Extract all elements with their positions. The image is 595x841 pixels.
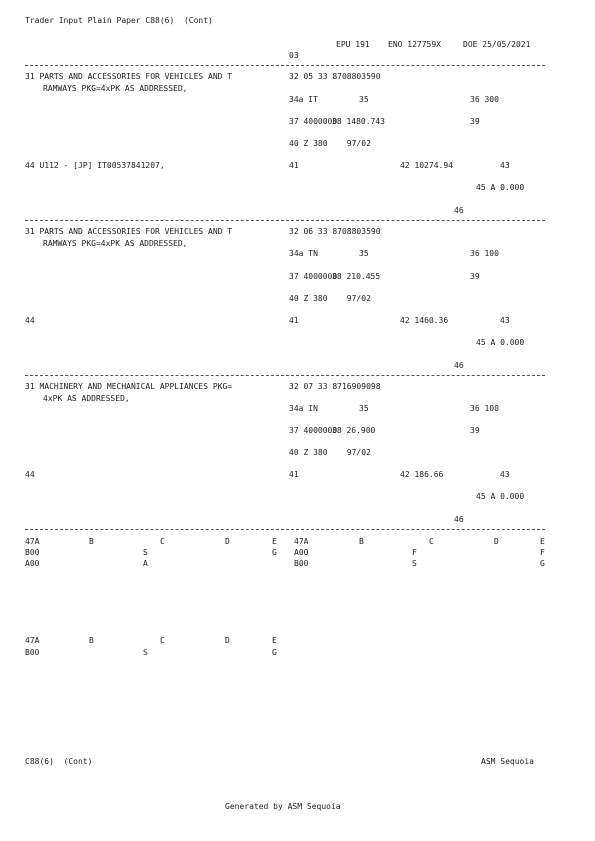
additional-info: 44 — [25, 470, 35, 479]
commodity-code: 32 05 33 8708803590 — [289, 72, 381, 81]
epu-number: EPU 191 — [336, 40, 370, 49]
col-b: B — [89, 636, 94, 645]
footer-form-label: C88(6) (Cont) — [25, 757, 93, 766]
eno-number: ENO 127759X — [388, 40, 441, 49]
net-mass: 38 210.455 — [332, 272, 381, 281]
procedure-code: 37 4000000 — [289, 426, 338, 435]
box-35: 35 — [359, 249, 369, 258]
origin-country: 34a IT — [289, 95, 318, 104]
col-b: B — [89, 537, 94, 546]
col-e: E — [272, 636, 277, 645]
box-41: 41 — [289, 470, 299, 479]
tax-method: F — [540, 548, 545, 557]
tax-method: G — [540, 559, 545, 568]
col-d: D — [494, 537, 499, 546]
item-value: 42 186.66 — [400, 470, 444, 479]
col-b: B — [359, 537, 364, 546]
additional-info: 44 — [25, 316, 35, 325]
tax-type: A00 — [294, 548, 309, 557]
box-46: 46 — [454, 515, 464, 524]
tax-flag: S — [143, 548, 148, 557]
col-e: E — [540, 537, 545, 546]
previous-document: 40 Z 380 97/02 — [289, 448, 371, 457]
box-45: 45 A 0.000 — [476, 492, 525, 501]
commodity-code: 32 07 33 8716909098 — [289, 382, 381, 391]
previous-document: 40 Z 380 97/02 — [289, 139, 371, 148]
additional-info: 44 U112 - [JP] IT00537841207, — [25, 161, 165, 170]
net-mass: 38 26.900 — [332, 426, 376, 435]
goods-description-cont: 4xPK AS ADDRESSED, — [43, 394, 130, 403]
box-46: 46 — [454, 361, 464, 370]
divider — [25, 529, 545, 530]
doe-date: DOE 25/05/2021 — [463, 40, 531, 49]
item-value: 42 10274.94 — [400, 161, 453, 170]
goods-description: 31 MACHINERY AND MECHANICAL APPLIANCES PKG= — [25, 382, 233, 391]
box-36: 36 300 — [470, 95, 499, 104]
col-d: D — [225, 636, 230, 645]
tax-method: G — [272, 548, 277, 557]
box-36: 36 100 — [470, 249, 499, 258]
col-c: C — [160, 636, 165, 645]
tax-type: A00 — [25, 559, 40, 568]
document-title: Trader Input Plain Paper C88(6) (Cont) — [25, 16, 213, 25]
commodity-code: 32 06 33 8708803590 — [289, 227, 381, 236]
box-36: 36 100 — [470, 404, 499, 413]
divider — [25, 65, 545, 66]
origin-country: 34a IN — [289, 404, 318, 413]
origin-country: 34a TN — [289, 249, 318, 258]
col-e: E — [272, 537, 277, 546]
tax-type: B00 — [25, 548, 40, 557]
tax-flag: S — [143, 648, 148, 657]
divider — [25, 220, 545, 221]
tax-type: B00 — [25, 648, 40, 657]
goods-description: 31 PARTS AND ACCESSORIES FOR VEHICLES AND T — [25, 72, 233, 81]
tax-flag: F — [412, 548, 417, 557]
tax-type: B00 — [294, 559, 309, 568]
box-41: 41 — [289, 316, 299, 325]
box-46: 46 — [454, 206, 464, 215]
col-d: D — [225, 537, 230, 546]
procedure-code: 37 4000000 — [289, 117, 338, 126]
box-43: 43 — [500, 470, 510, 479]
item-value: 42 1460.36 — [400, 316, 449, 325]
tax-flag: S — [412, 559, 417, 568]
divider — [25, 375, 545, 376]
box-45: 45 A 0.000 — [476, 338, 525, 347]
col-c: C — [160, 537, 165, 546]
tax-flag: A — [143, 559, 148, 568]
footer-vendor: ASM Sequoia — [481, 757, 534, 766]
box-45: 45 A 0.000 — [476, 183, 525, 192]
net-mass: 38 1480.743 — [332, 117, 385, 126]
box-35: 35 — [359, 95, 369, 104]
box-41: 41 — [289, 161, 299, 170]
col-c: C — [429, 537, 434, 546]
tax-method: G — [272, 648, 277, 657]
goods-description-cont: RAMWAYS PKG=4xPK AS ADDRESSED, — [43, 239, 188, 248]
generated-by: Generated by ASM Sequoia — [225, 802, 341, 811]
box-39: 39 — [470, 117, 480, 126]
procedure-code: 37 4000000 — [289, 272, 338, 281]
previous-document: 40 Z 380 97/02 — [289, 294, 371, 303]
box-39: 39 — [470, 426, 480, 435]
col-47a: 47A — [25, 537, 40, 546]
box-43: 43 — [500, 161, 510, 170]
goods-description-cont: RAMWAYS PKG=4xPK AS ADDRESSED, — [43, 84, 188, 93]
col-47a: 47A — [294, 537, 309, 546]
box-35: 35 — [359, 404, 369, 413]
goods-description: 31 PARTS AND ACCESSORIES FOR VEHICLES AND T — [25, 227, 233, 236]
page-number: 03 — [289, 51, 299, 60]
box-39: 39 — [470, 272, 480, 281]
col-47a: 47A — [25, 636, 40, 645]
box-43: 43 — [500, 316, 510, 325]
